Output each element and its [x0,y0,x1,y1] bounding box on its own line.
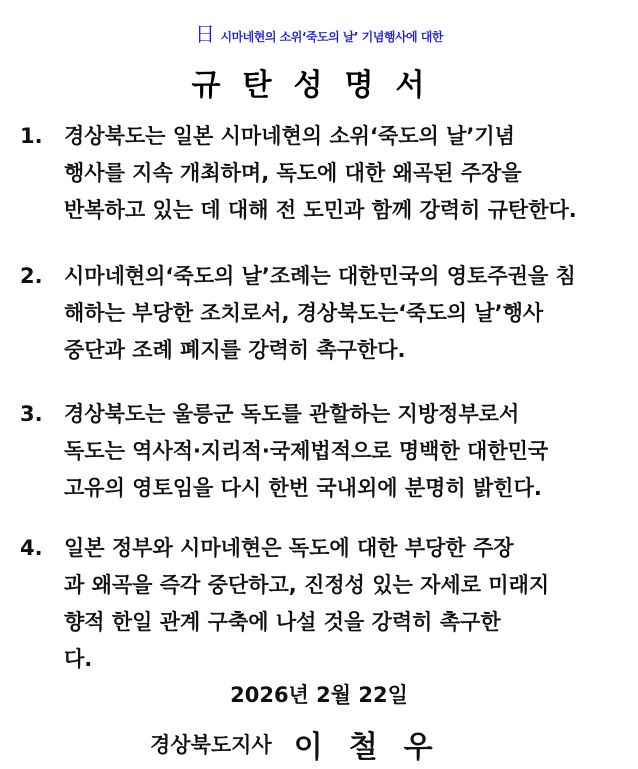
item-line: 독도는 역사적·지리적·국제법적으로 명백한 대한민국 [64,439,549,463]
item-number: 2. [20,264,43,288]
item-line: 경상북도는 울릉군 독도를 관할하는 지방정부로서 [64,402,520,426]
item-text [64,530,612,678]
statement-date: 2026년 2월 22일 [230,683,408,707]
item-number: 4. [20,536,43,560]
item-line: 경상북도는 일본 시마네현의 소위‘죽도의 날’기념 [64,124,515,148]
item-line: 해하는 부당한 조치로서, 경상북도는‘죽도의 날’행사 [64,301,544,325]
document-title [0,18,638,47]
item-line: 향적 한일 관계 구축에 나설 것을 강력히 촉구한 [64,610,501,634]
item-line: 일본 정부와 시마네현은 독도에 대한 부당한 주장 [64,536,514,560]
item-number: 1. [20,124,43,148]
item-line: 고유의 영토임을 다시 한번 국내외에 분명히 밝힌다. [64,476,542,500]
signer-name: 이철우 [293,730,459,765]
item-line: 다. [64,647,93,671]
item-line: 과 왜곡을 즉각 중단하고, 진정성 있는 자세로 미래지 [64,573,550,597]
document-subtitle: 규탄성명서 [191,68,447,103]
item-line: 반복하고 있는 데 대해 전 도민과 함께 강력히 규탄한다. [64,198,577,222]
item-line: 중단과 조례 폐지를 강력히 촉구한다. [64,338,406,362]
item-number: 3. [20,402,43,426]
item-text [64,396,612,507]
item-line: 시마네현의‘죽도의 날’조례는 대한민국의 영토주권을 침 [64,264,576,288]
title-text: 시마네현의 소위‘죽도의 날’ 기념행사에 대한 [220,30,443,44]
signature-block [150,722,610,766]
item-text [64,258,612,369]
title-mark: 日 [195,22,215,46]
item-text [64,118,612,229]
item-line: 행사를 지속 개최하며, 독도에 대한 왜곡된 주장을 [64,161,522,185]
signer-title: 경상북도지사 [150,733,272,757]
